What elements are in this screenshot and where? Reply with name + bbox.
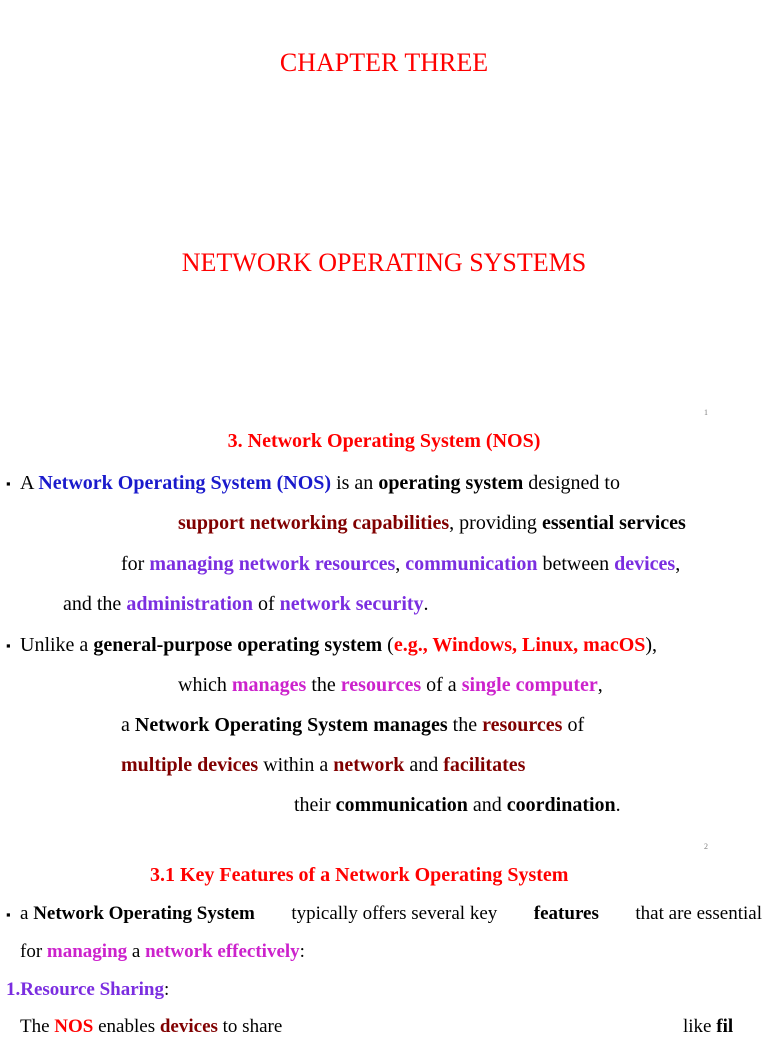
paragraph-line: A Network Operating System (NOS) is an operating system designed to	[20, 472, 620, 494]
page-number: 2	[704, 842, 708, 851]
paragraph-line-cut: like fil	[683, 1016, 734, 1037]
paragraph-line: for managing a network effectively:	[20, 941, 305, 962]
paragraph-line: a Network Operating System typically offers several key features that are essential	[20, 903, 762, 924]
bullet-icon: ▪	[6, 907, 11, 922]
paragraph-line: a Network Operating System manages the resources of	[121, 714, 585, 736]
paragraph-line: for managing network resources, communication between devices,	[121, 553, 681, 575]
chapter-title: CHAPTER THREE	[279, 48, 489, 77]
paragraph-line: support networking capabilities, providing essential services	[178, 512, 686, 534]
paragraph-line: multiple devices within a network and facilitates	[121, 754, 526, 776]
paragraph-line: and the administration of network security.	[63, 593, 429, 615]
bullet-icon: ▪	[6, 476, 11, 491]
page-number: 1	[704, 408, 708, 417]
chapter-subtitle: NETWORK OPERATING SYSTEMS	[181, 248, 587, 277]
section-heading: 3. Network Operating System (NOS)	[227, 430, 541, 452]
section-heading: 3.1 Key Features of a Network Operating System	[150, 864, 569, 886]
paragraph-line: Unlike a general-purpose operating system (e.g., Windows, Linux, macOS),	[20, 634, 658, 656]
list-item-label: 1.Resource Sharing:	[6, 979, 170, 1000]
paragraph-line: their communication and coordination.	[294, 794, 621, 816]
paragraph-line-cut: The NOS enables devices to share	[20, 1016, 283, 1037]
bullet-icon: ▪	[6, 638, 11, 653]
paragraph-line: which manages the resources of a single computer,	[178, 674, 603, 696]
